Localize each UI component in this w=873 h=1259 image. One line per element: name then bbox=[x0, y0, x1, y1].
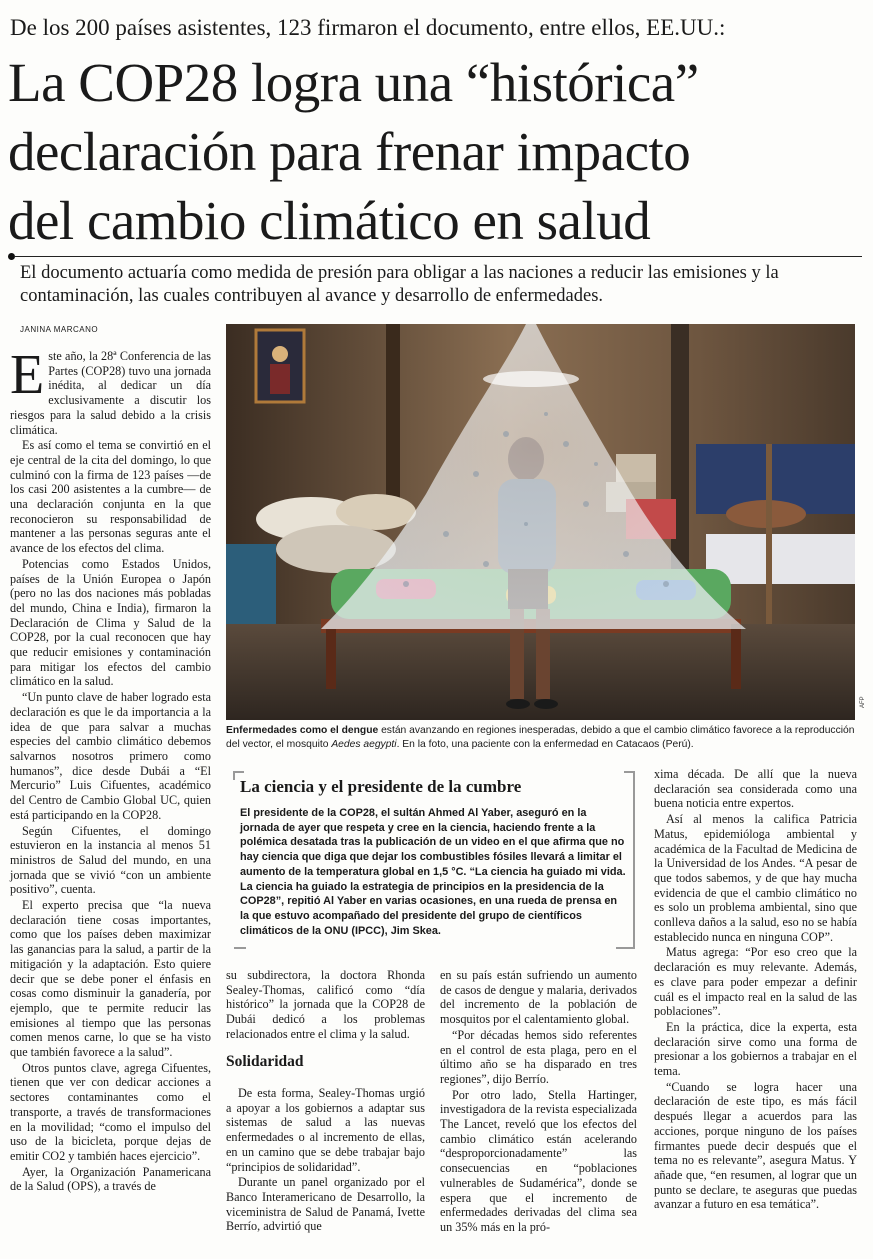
paragraph: Matus agrega: “Por eso creo que la declaración es muy relevante. Además, es clave para poder empezar a definir cuál es el impacto real en la salud de las poblaciones”. bbox=[654, 945, 857, 1019]
paragraph: “Cuando se logra hacer una declaración de este tipo, es más fácil después llegar a acuerdos para las acciones, porque ninguno de los países firmantes puede decir después que el tema no es relevante”, asegura Matus. Y añade que, “en resumen, al lograr que un punto se declare, te aseguras que puedas avanzar a futuro en esa temática”. bbox=[654, 1079, 857, 1212]
article-photo bbox=[226, 324, 855, 720]
column-4 bbox=[654, 767, 857, 1213]
paragraph: El experto precisa que “la nueva declaración tiene cosas importantes, como que los países deben maximizar las ganancias para la salud, a partir de la mitigación y la adaptación. Esto quiere decir que se debe poner el énfasis en cosas como disminuir la ganadería, por ejemplo, que te permite reducir las emisiones al tiempo que las personas comen menos carne, lo que se ha visto que también favorece a la salud”. bbox=[10, 898, 211, 1060]
paragraph: Potencias como Estados Unidos, países de la Unión Europea o Japón (pero no las dos naciones más pobladas del mundo, China e India), firmaron la Declaración de Clima y Salud de la COP28, por la cual reconocen que hay que reducir emisiones y contaminación para mitigar los efectos del cambio climático en la salud. bbox=[10, 556, 211, 689]
caption-end: . En la foto, una paciente con la enfermedad en Catacaos (Perú). bbox=[396, 739, 694, 750]
paragraph-1-text: ste año, la 28ª Conferencia de las Partes (COP28) tuvo una jornada inédita, al dedicar un día exclusivamente a discutir los riesgos para la salud debido a la crisis climática. bbox=[10, 349, 211, 437]
paragraph: su subdirectora, la doctora Rhonda Sealey-Thomas, calificó como “día histórico” la jornada que la COP28 de Dubái dedicó a los problemas relacionados entre el clima y la salud. bbox=[226, 968, 425, 1041]
headline-line-1: La COP28 logra una “histórica” bbox=[8, 52, 699, 113]
paragraph: Así al menos la califica Patricia Matus, epidemióloga ambiental y académica de la Facultad de Medicina de la Universidad de los Andes. “A pesar de que todos sabemos, y de que hay mucha evidencia de que el cambio climático no es solo un problema ambiental, sino que conlleva daños a la salud, eso no se había establecido nunca en ninguna COP”. bbox=[654, 812, 857, 944]
paragraph-1 bbox=[10, 344, 211, 437]
photo-illustration bbox=[226, 324, 855, 720]
paragraph: Durante un panel organizado por el Banco Interamericano de Desarrollo, la viceministra de Salud de Panamá, Ivette Berrío, advirtió que bbox=[226, 1175, 425, 1234]
headline-line-2: declaración para frenar impacto bbox=[8, 121, 691, 182]
kicker: De los 200 países asistentes, 123 firmaron el documento, entre ellos, EE.UU.: bbox=[10, 15, 726, 40]
paragraph: xima década. De allí que la nueva declaración sea considerada como una buena noticia entre expertos. bbox=[654, 767, 857, 811]
dropcap: E bbox=[10, 344, 45, 406]
column-1 bbox=[10, 344, 211, 1195]
subhead-solidaridad: Solidaridad bbox=[226, 1053, 304, 1070]
sidebar-box bbox=[226, 770, 636, 950]
paragraph: De esta forma, Sealey-Thomas urgió a apoyar a los gobiernos a adaptar sus sistemas de salud a las nuevas enfermedades o al incremento de ellas, en un camino que se debe trabajar bajo “principios de solidaridad”. bbox=[226, 1086, 425, 1174]
paragraph: Ayer, la Organización Panamericana de la Salud (OPS), a través de bbox=[10, 1164, 211, 1194]
paragraph: Según Cifuentes, el domingo estuvieron en la instancia al menos 51 ministros de Salud del mundo, en una jornada que se vivió “con un ambiente positivo”, cuenta. bbox=[10, 823, 211, 897]
headline-divider bbox=[14, 256, 862, 257]
headline-line-3: del cambio climático en salud bbox=[8, 190, 651, 251]
paragraph: “Por décadas hemos sido referentes en el control de esta plaga, pero en el último año se ha disparado en tres regiones”, dijo Berrío. bbox=[440, 1027, 637, 1086]
caption-lead: Enfermedades como el dengue bbox=[226, 725, 379, 736]
sidebar-title: La ciencia y el presidente de la cumbre bbox=[240, 777, 522, 796]
caption-species: Aedes aegypti bbox=[331, 739, 397, 750]
caption-text: están avanzando en regiones inesperadas, debido a que el cambio climático favorece a la reproducción del vector, el mosquito bbox=[226, 725, 855, 750]
deck: El documento actuaría como medida de presión para obligar a las naciones a reducir las emisiones y la contaminación, las cuales contribuyen al avance y desarrollo de enfermedades. bbox=[20, 263, 779, 306]
paragraph: “Un punto clave de haber logrado esta declaración es que le da importancia a la idea de que para salvar a muchas especies del cambio climático debemos salvarnos nosotros primero como humanos”, dice desde Dubái a “El Mercurio” Luis Cifuentes, académico del Centro de Cambio Global UC, quien está participando en la COP28. bbox=[10, 690, 211, 822]
headline bbox=[8, 48, 868, 255]
paragraph: Otros puntos clave, agrega Cifuentes, tienen que ver con dedicar acciones a sectores contaminantes como el transporte, a través de transformaciones en la movilidad; “como el impulso del uso de la bicicleta, porque dejas de emitir CO2 y también haces ejercicio”. bbox=[10, 1060, 211, 1163]
photo-credit: AFP bbox=[860, 696, 866, 708]
paragraph: en su país están sufriendo un aumento de casos de dengue y malaria, derivados del incremento de la población de mosquitos por el calentamiento global. bbox=[440, 968, 637, 1027]
column-3 bbox=[440, 968, 637, 1236]
column-2-continued bbox=[226, 1086, 425, 1235]
paragraph: Es así como el tema se convirtió en el eje central de la cita del domingo, lo que culminó con la firma de 123 países —de los casi 200 asistentes a la cumbre— de una declaración conjunta en la que reconocieron su responsabilidad de mantener a las personas seguras ante el avance de los efectos del clima. bbox=[10, 438, 211, 556]
sidebar-body: El presidente de la COP28, el sultán Ahmed Al Yaber, aseguró en la jornada de ayer que respeta y cree en la ciencia, haciendo frente a la polémica desatada tras la publicación de un video en el que afirma que no hay ciencia que diga que dejar los combustibles fósiles llevará a limitar el aumento de la temperatura global en 1,5 °C. “La ciencia ha guiado mi vida. La ciencia ha guiado la estrategia de principios en la presidencia de la COP28”, repitió Al Yaber en varias ocasiones, en una rueda de prensa en la que estuvo acompañado del presidente del grupo de científicos climáticos de la ONU (IPCC), Jim Skea. bbox=[240, 807, 626, 937]
byline: JANINA MARCANO bbox=[20, 325, 99, 334]
photo-caption bbox=[226, 724, 858, 752]
paragraph: Por otro lado, Stella Hartinger, investigadora de la revista especializada The Lancet, reveló que los efectos del cambio climático están acelerando “desproporcionadamente” las consecuencias en “poblaciones vulnerables de Sudamérica”, donde se espera que el incremento de enfermedades derivadas del clima sea un 35% más en la pró- bbox=[440, 1087, 637, 1234]
paragraph: En la práctica, dice la experta, esta declaración sirve como una forma de presionar a los gobiernos a trabajar en el tema. bbox=[654, 1019, 857, 1079]
column-2 bbox=[226, 968, 425, 1043]
